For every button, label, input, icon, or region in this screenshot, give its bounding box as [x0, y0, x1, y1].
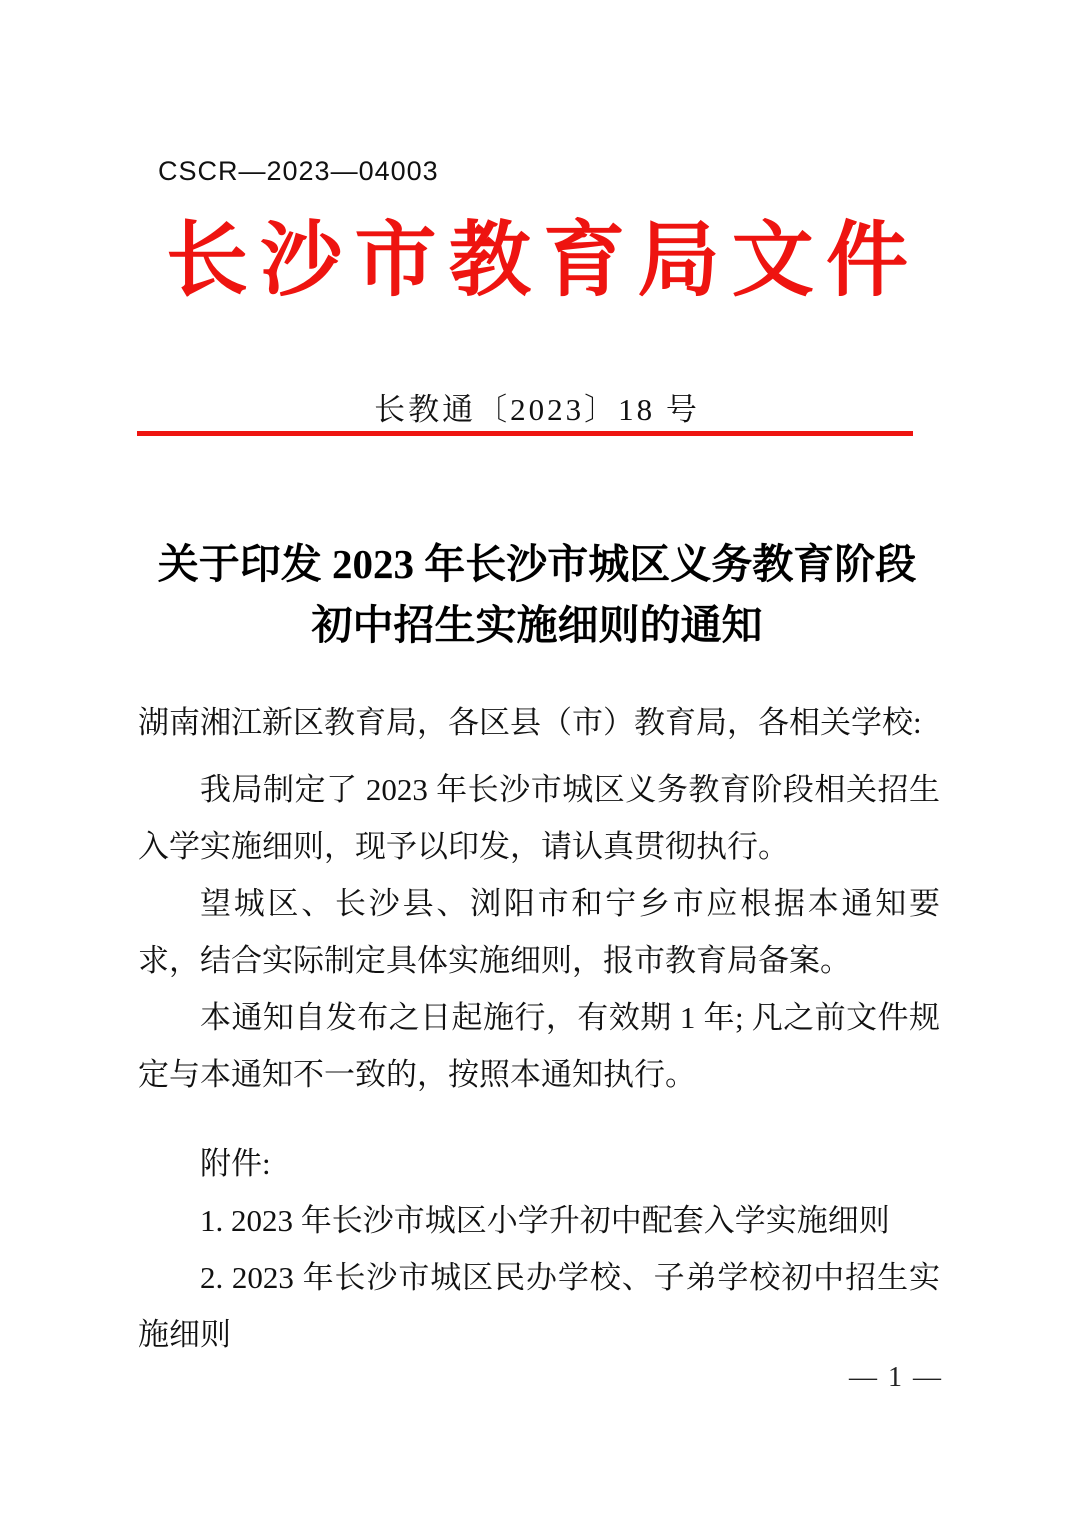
- notice-title-line-1: 关于印发 2023 年长沙市城区义务教育阶段: [157, 541, 917, 587]
- body-paragraph: 我局制定了 2023 年长沙市城区义务教育阶段相关招生入学实施细则，现予以印发，请认真贯彻执行。: [138, 772, 940, 864]
- notice-title-line-2: 初中招生实施细则的通知: [311, 602, 763, 648]
- body-paragraph: 本通知自发布之日起施行，有效期 1 年; 凡之前文件规定与本通知不一致的，按照本通知执行。: [138, 1000, 940, 1092]
- recipients-line: 湖南湘江新区教育局，各区县（市）教育局，各相关学校:: [138, 705, 922, 740]
- attachments-section: [138, 1135, 940, 1363]
- agency-masthead: 长沙市教育局文件: [165, 215, 921, 306]
- document-number: 长教通〔2023〕18 号: [374, 392, 700, 427]
- red-divider-line: [137, 431, 913, 436]
- attachment-item: 2. 2023 年长沙市城区民办学校、子弟学校初中招生实施细则: [138, 1260, 940, 1352]
- notice-body: [138, 694, 940, 1363]
- notice-title: [0, 534, 1074, 656]
- doc-classification-code: CSCR—2023—04003: [158, 156, 439, 186]
- body-paragraph: 望城区、长沙县、浏阳市和宁乡市应根据本通知要求，结合实际制定具体实施细则，报市教育局备案。: [138, 886, 940, 978]
- attachment-item: 1. 2023 年长沙市城区小学升初中配套入学实施细则: [200, 1203, 890, 1238]
- page-number: — 1 —: [849, 1362, 943, 1393]
- attachments-label: 附件:: [200, 1146, 271, 1181]
